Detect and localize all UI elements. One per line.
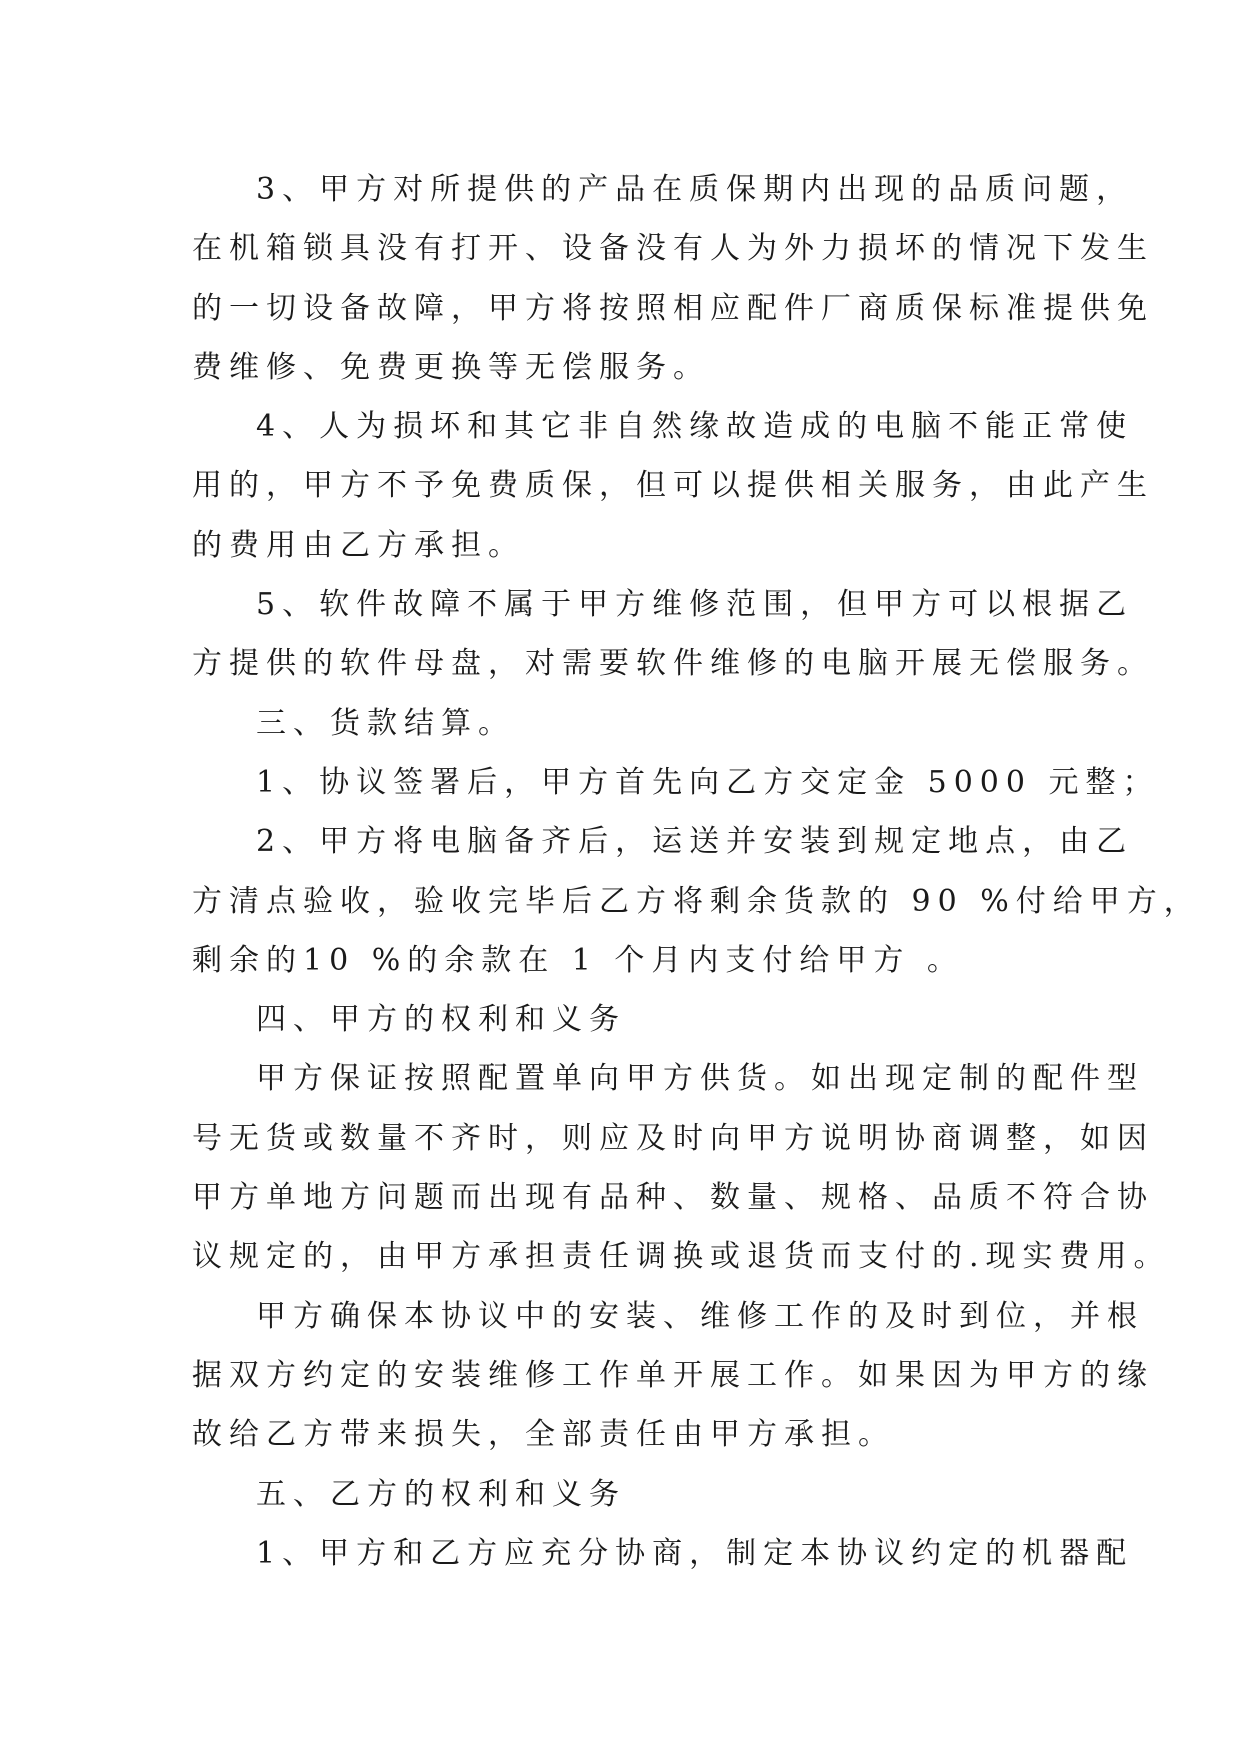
text-line: 号无货或数量不齐时，则应及时向甲方说明协商调整，如因: [192, 1120, 1154, 1156]
text-line: 1、甲方和乙方应充分协商，制定本协议约定的机器配: [256, 1535, 1134, 1571]
text-line: 据双方约定的安装维修工作单开展工作。如果因为甲方的缘: [192, 1357, 1154, 1393]
section-heading: 三、货款结算。: [256, 705, 515, 741]
section-heading: 五、乙方的权利和义务: [256, 1476, 626, 1512]
text-line: 甲方确保本协议中的安装、维修工作的及时到位，并根: [256, 1298, 1144, 1334]
text-line: 议规定的，由甲方承担责任调换或退货而支付的.现实费用。: [192, 1239, 1171, 1275]
text-line: 3、甲方对所提供的产品在质保期内出现的品质问题，: [256, 172, 1134, 207]
text-line: 甲方保证按照配置单向甲方供货。如出现定制的配件型: [256, 1061, 1144, 1097]
text-line: 故给乙方带来损失，全部责任由甲方承担。: [192, 1417, 895, 1453]
text-line: 4、人为损坏和其它非自然缘故造成的电脑不能正常使: [256, 409, 1134, 445]
document-body: [192, 160, 1201, 1583]
text-line: 的费用由乙方承担。: [192, 527, 525, 563]
text-line: 1、协议签署后，甲方首先向乙方交定金 5000 元整；: [256, 764, 1160, 800]
text-line: 5、软件故障不属于甲方维修范围，但甲方可以根据乙: [256, 587, 1134, 623]
text-line: 费维修、免费更换等无偿服务。: [192, 349, 710, 385]
text-line: 2、甲方将电脑备齐后，运送并安装到规定地点，由乙: [256, 824, 1134, 860]
text-line: 方提供的软件母盘，对需要软件维修的电脑开展无偿服务。: [192, 646, 1154, 682]
text-line: 用的，甲方不予免费质保，但可以提供相关服务，由此产生: [192, 468, 1154, 504]
text-line: 剩余的10 %的余款在 1 个月内支付给甲方 。: [192, 942, 964, 978]
text-line: 的一切设备故障，甲方将按照相应配件厂商质保标准提供免: [192, 290, 1154, 326]
text-line: 在机箱锁具没有打开、设备没有人为外力损坏的情况下发生: [192, 231, 1154, 267]
text-line: 甲方单地方问题而出现有品种、数量、规格、品质不符合协: [192, 1180, 1154, 1216]
text-line: 方清点验收，验收完毕后乙方将剩余货款的 90 %付给甲方，: [192, 883, 1201, 919]
section-heading: 四、甲方的权利和义务: [256, 1002, 626, 1038]
